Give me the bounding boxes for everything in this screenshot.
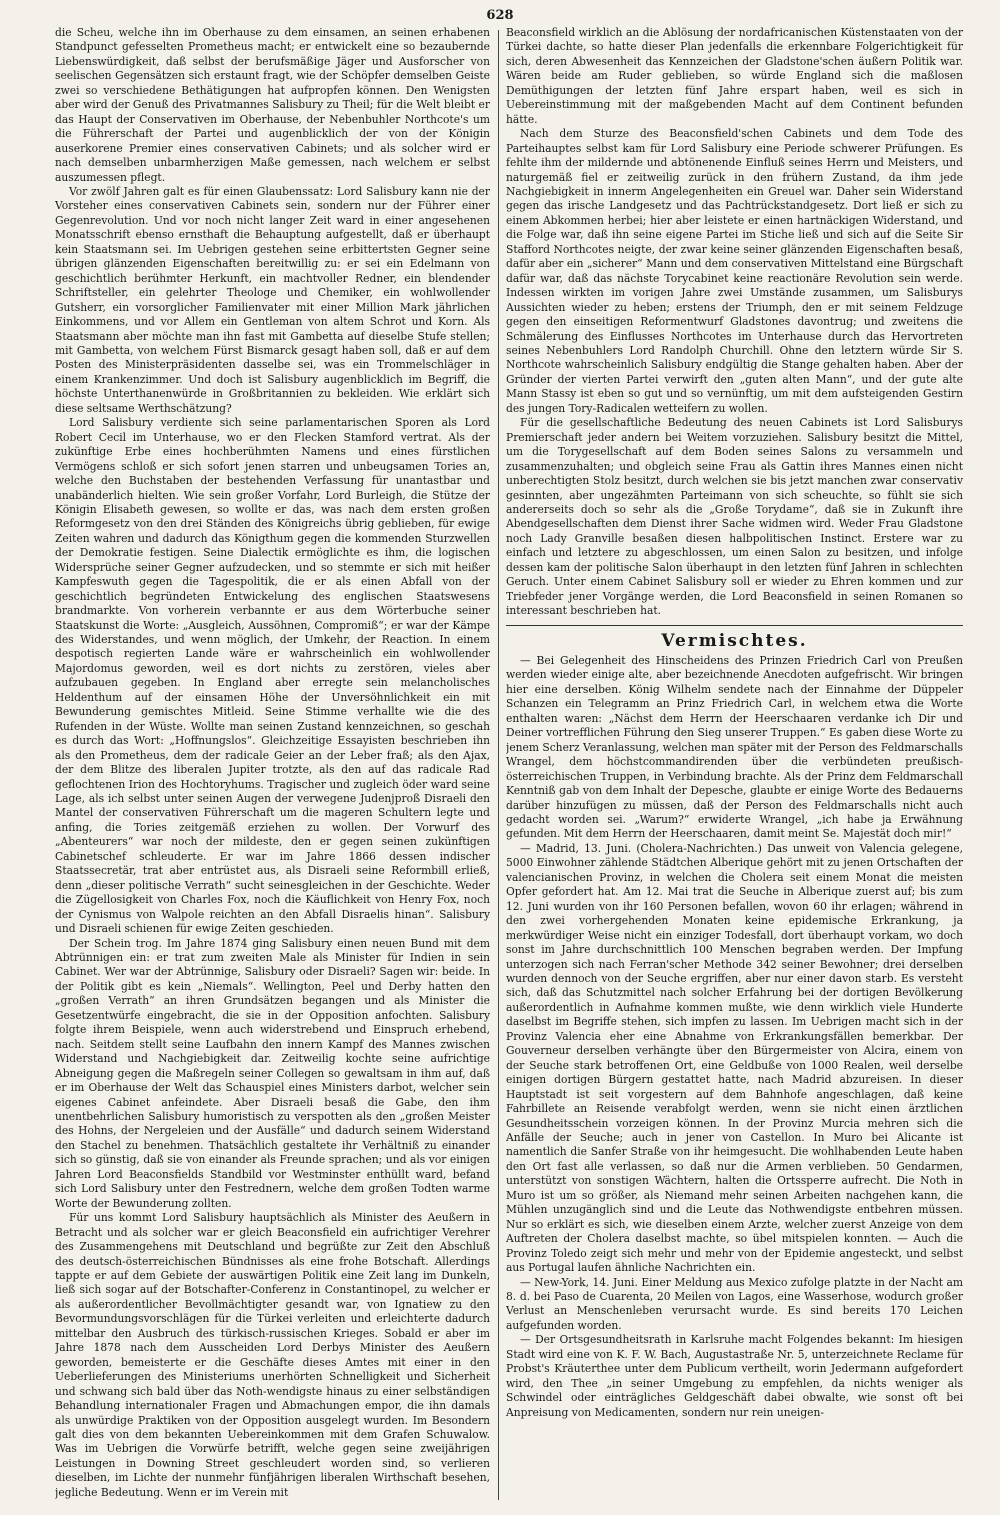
misc-paragraph-2: — Madrid, 13. Juni. (Cholera-Nachrichten.) Das unweit von Valencia gelegene, 5000 Einwohner zählende Städtchen Alberique gehört mit zu jenen Ortschaften der valencianischen Provinz, in welchen die Cholera seit einem Monat die meisten Opfer gefordert hat. Am 12. Mai trat die Seuche in Alberique zuerst auf; bis zum 12. Juni wurden von ihr 160 Personen befallen, wovon 60 ihr erlagen; während in den zwei vorhergehenden Monaten keine epidemische Erkrankung, ja merkwürdiger Weise nicht ein einziger Todesfall, dort überhaupt vorkam, wo doch sonst im Jahre durchschnittlich 100 Menschen begraben werden. Der Impfung unterzogen sich nach Ferran'scher Methode 342 seiner Bewohner; drei derselben wurden dennoch von der Seuche ergriffen, aber nur einer davon starb. Es versteht sich, daß das Schutzmittel nach solcher Erfahrung bei der dortigen Bevölkerung außerordentlich in Aufnahme kommen mußte, wie denn wirklich viele Hunderte daselbst im Begriffe stehen, sich impfen zu lassen. Im Uebrigen macht sich in der Provinz Valencia eher eine Abnahme von Erkrankungsfällen bemerkbar. Der Gouverneur derselben verhängte über den Bürgermeister von Alcira, einem von der Seuche stark betroffenen Ort, eine Geldbuße von 1000 Realen, weil derselbe einigen dortigen Bürgern gestattet hatte, nach Madrid abzureisen. In dieser Hauptstadt ist seit vorgestern auf dem Bahnhofe angeschlagen, daß keine Fahrbillete an Reisende verabfolgt werden, wenn sie nicht einen ärztlichen Gesundheitsschein vorzeigen können. In der Provinz Murcia mehren sich die Anfälle der Seuche; auch in jener von Castellon. In Muro bei Alicante ist namentlich die Sanfer Straße von ihr heimgesucht. Die wohlhabenden Leute haben den Ort fast alle verlassen, so daß nur die Armen verblieben. 50 Gendarmen, unterstützt von sonstigen Wächtern, halten die Ortssperre aufrecht. Die Noth in Muro ist um so größer, als Niemand mehr seinen Arbeiten nachgehen kann, die Mühlen unzugänglich sind und die Leute das Nothwendigste entbehren müssen. Nur so erklärt es sich, wie dieselben einem Arzte, welcher zuerst Anzeige von dem Auftreten der Cholera daselbst machte, so übel mitspielen konnten. — Auch die Provinz Toledo zeigt sich mehr und mehr von der Epidemie angesteckt, und selbst aus Portugal laufen ähnliche Nachrichten ein. xyxy=(506,841,963,1275)
misc-paragraph-4: — Der Ortsgesundheitsrath in Karlsruhe macht Folgendes bekannt: Im hiesigen Stadt wird eine von K. F. W. Bach, Augustastraße Nr. 5, unterzeichnete Reclame für Probst's Kräuterthee unter dem Publicum vertheilt, worin Jedermann aufgefordert wird, den Thee „in seiner Umgebung zu empfehlen, da nichts weniger als Schwindel oder einträgliches Geldgeschäft dabei obwalte, wie sonst oft bei Anpreisung von Medicamenten, sondern nur rein uneigen- xyxy=(506,1333,963,1419)
left-paragraph-4: Der Schein trog. Im Jahre 1874 ging Salisbury einen neuen Bund mit dem Abtrünnigen ein: er trat zum zweiten Male als Minister für Indien in sein Cabinet. Wer war der Abtrünnige, Salisbury oder Disraeli? Sagen wir: beide. In der Politik gibt es kein „Niemals“. Wellington, Peel und Derby hatten den „großen Verrath“ an ihren Grundsätzen begangen und als Minister die Gesetzentwürfe eingebracht, die sie in der Opposition anfochten. Salisbury folgte ihrem Beispiele, wenn auch widerstrebend und Einspruch erhebend, nach. Seitdem stellt seine Laufbahn den innern Kampf des Mannes zwischen Widerstand und Nachgiebigkeit dar. Zeitweilig kochte seine aufrichtige Abneigung gegen die Maßregeln seiner Collegen so gewaltsam in ihm auf, daß er im Oberhause der Welt das Schauspiel eines Ministers darbot, welcher sein eigenes Cabinet anfeindete. Aber Disraeli besaß die Gabe, den ihm unentbehrlichen Salisbury humoristisch zu verspotten als den „großen Meister des Hohns, der Nergeleien und der Ausfälle“ und dadurch seinem Widerstand den Stachel zu benehmen. Thatsächlich gestaltete ihr Verhältniß zu einander sich so günstig, daß sie von einander als Freunde sprachen; und als vor einigen Jahren Lord Beaconsfields Standbild vor Westminster enthüllt ward, befand sich Lord Salisbury unter den Festrednern, welche dem großen Todten warme Worte der Bewunderung zollten. xyxy=(55,936,490,1210)
left-paragraph-2: Vor zwölf Jahren galt es für einen Glaubenssatz: Lord Salisbury kann nie der Vorsteher eines conservativen Cabinets sein, sondern nur der Führer einer Gegenrevolution. Und vor noch nicht langer Zeit ward in einer angesehenen Monatsschrift ebenso ernsthaft die Behauptung aufgestellt, daß er überhaupt kein Staatsmann sei. Im Uebrigen gestehen seine erbittertsten Gegner seine übrigen glänzenden Eigenschaften bereitwillig zu: er sei ein Edelmann von geschichtlich berühmter Herkunft, ein machtvoller Redner, ein blendender Schriftsteller, ein gelehrter Theologe und Chemiker, ein wohlwollender Gutsherr, ein vorsorglicher Familienvater mit einer Million Mark jährlichen Einkommens, und vor Allem ein Gentleman von altem Schrot und Korn. Als Staatsmann aber möchte man ihn fast mit Gambetta auf dieselbe Stufe stellen; mit Gambetta, von welchem Fürst Bismarck gesagt haben soll, daß er auf dem Posten des Ministerpräsidenten dasselbe sei, was ein Trommelschläger in einem Krankenzimmer. Und doch ist Salisbury augenblicklich im Begriff, die höchste Unterthanenwürde in Großbritannien zu bekleiden. Wie erklärt sich diese seltsame Werthschätzung? xyxy=(55,184,490,415)
left-column xyxy=(55,26,490,1501)
right-paragraph-3: Für die gesellschaftliche Bedeutung des neuen Cabinets ist Lord Salisburys Premierschaft jeder andern bei Weitem vorzuziehen. Salisbury besitzt die Mittel, um die Torygesellschaft auf dem Boden seines Salons zu versammeln und zusammenzuhalten; und obgleich seine Frau als Gattin ihres Mannes einen nicht unberechtigten Stolz besitzt, durch welchen sie bis jetzt manchen zwar conservativ gesinnten, aber ungezähmten Parteimann von sich scheuchte, so fühlt sie sich andererseits doch so sehr als die „Große Torydame“, daß sie in Zukunft ihre Abendgesellschaften dem Dienst ihrer Sache widmen wird. Weder Frau Gladstone noch Lady Granville besaßen diesen halbpolitischen Instinct. Erstere war zu einfach und letztere zu abgeschlossen, um einen Salon zu besitzen, und infolge dessen kam der politische Salon überhaupt in den letzten fünf Jahren in schlechten Geruch. Unter einem Cabinet Salisbury soll er wieder zu Ehren kommen und zur Triebfeder jener Vorgänge werden, die Lord Beaconsfield in seinen Romanen so interessant beschrieben hat. xyxy=(506,416,963,618)
right-paragraph-2: Nach dem Sturze des Beaconsfield'schen Cabinets und dem Tode des Parteihauptes selbst kam für Lord Salisbury eine Periode schwerer Prüfungen. Es fehlte ihm der mildernde und abtönenende Einfluß seines Herrn und Meisters, und naturgemäß fiel er zeitweilig zurück in den frühern Zustand, da ihm jede Nachgiebigkeit in innerm Angelegenheiten ein Greuel war. Daher sein Widerstand gegen das irische Landgesetz und das Pachtrückstandgesetz. Dort ließ er sich zu einem Abkommen herbei; hier aber leistete er einen hartnäckigen Widerstand, und die Folge war, daß ihn seine eigene Partei im Stiche ließ und sich auf die Seite Sir Stafford Northcotes neigte, der zwar keine seiner glänzenden Eigenschaften besaß, dafür aber ein „sicherer“ Mann und dem conservativen Mittelstand eine Bürgschaft dafür war, daß das nächste Torycabinet keine reactionäre Revolution sein werde. Indessen wirkten im vorigen Jahre zwei Umstände zusammen, um Salisburys Aussichten wieder zu heben; erstens der Triumph, den er mit seinem Feldzuge gegen den einseitigen Reformentwurf Gladstones davontrug; und zweitens die Schmälerung des Einflusses Northcotes im Unterhause durch das Hervortreten seines Nebenbuhlers Lord Randolph Churchill. Ohne den letztern würde Sir S. Northcote wahrscheinlich Salisbury endgültig die Stange gehalten haben. Aber der Gründer der vierten Partei verwirft den „guten alten Mann“, und der gute alte Mann Stassy ist eben so gut und so vernünftig, um mit dem aufsteigenden Gestirn des jungen Tory-Radicalen wetteifern zu wollen. xyxy=(506,127,963,415)
column-divider xyxy=(498,30,499,1500)
right-column xyxy=(506,26,963,1501)
misc-paragraph-1: — Bei Gelegenheit des Hinscheidens des Prinzen Friedrich Carl von Preußen werden wieder einige alte, aber bezeichnende Anecdoten aufgefrischt. Wir bringen hier eine derselben. König Wilhelm sendete nach der Einnahme der Düppeler Schanzen ein Telegramm an Prinz Friedrich Carl, in welchem etwa die Worte enthalten waren: „Nächst dem Herrn der Heerschaaren verdanke ich Dir und Deiner vortrefflichen Führung den Sieg unserer Truppen.“ Es gaben diese Worte zu jenem Scherz Veranlassung, welchen man später mit der Person des Feldmarschalls Wrangel, dem höchstcommandirenden über die verbündeten preußisch-österreichischen Truppen, in Verbindung brachte. Als der Prinz dem Feldmarschall Kenntniß gab von dem Inhalt der Depesche, glaubte er einige Worte des Bedauerns darüber hinzufügen zu müssen, daß der Person des Feldmarschalls nicht auch gedacht worden sei. „Warum?“ erwiderte Wrangel, „ich habe ja Erwähnung gefunden. Mit dem Herrn der Heerschaaren, damit meint Se. Majestät doch mir!“ xyxy=(506,654,963,841)
right-paragraph-1: Beaconsfield wirklich an die Ablösung der nordafricanischen Küstenstaaten von der Türkei dachte, so hatte dieser Plan jedenfalls die erkennbare Folgerichtigkeit für sich, deren Abwesenheit das Kennzeichen der Gladstone'schen äußern Politik war. Wären beide am Ruder geblieben, so würde England sich die maßlosen Demüthigungen der letzten fünf Jahre erspart haben, weil es sich in Uebereinstimmung mit der maßgebenden Macht auf dem Continent befunden hätte. xyxy=(506,26,963,126)
left-paragraph-5: Für uns kommt Lord Salisbury hauptsächlich als Minister des Aeußern in Betracht und als solcher war er gleich Beaconsfield ein aufrichtiger Verehrer des Zusammengehens mit Deutschland und begrüßte zur Zeit den Abschluß des deutsch-österreichischen Bündnisses als eine frohe Botschaft. Allerdings tappte er auf dem Gebiete der auswärtigen Politik eine Zeit lang im Dunkeln, ließ sich sogar auf der Botschafter-Conferenz in Constantinopel, zu welcher er als außerordentlicher Bevollmächtigter gesandt war, von Ignatiew zu den Bevormundungsvorschlägen für die Türkei verleiten und erleichterte dadurch mittelbar den Ausbruch des türkisch-russischen Krieges. Sobald er aber im Jahre 1878 nach dem Ausscheiden Lord Derbys Minister des Aeußern geworden, bemeisterte er die Geschäfte dieses Amtes mit einer in den Ueberlieferungen des Ministeriums unerhörten Schnelligkeit und Sicherheit und schwang sich bald über das Noth-wendigste hinaus zu einer selbständigen Behandlung internationaler Fragen und Abmachungen empor, die ihn damals als unwürdige Praktiken von der Opposition ausgelegt wurden. Im Besondern galt dies von dem bekannten Uebereinkommen mit dem Grafen Schuwalow. Was im Uebrigen die Vorwürfe betrifft, welche gegen seine zweijährigen Leistungen in Downing Street geschleudert worden sind, so verlieren dieselben, im Lichte der nunmehr fünfjährigen liberalen Wirthschaft besehen, jegliche Bedeutung. Wenn er im Verein mit xyxy=(55,1211,490,1499)
left-paragraph-3: Lord Salisbury verdiente sich seine parlamentarischen Sporen als Lord Robert Cecil im Unterhause, wo er den Flecken Stamford vertrat. Als der zukünftige Erbe eines hochberühmten Namens und eines fürstlichen Vermögens schloß er sich sofort jenen starren und unbeugsamen Tories an, welche den Buchstaben der bestehenden Verfassung für unantastbar und unabänderlich hielten. Wie sein großer Vorfahr, Lord Burleigh, die Stütze der Königin Elisabeth gewesen, so wollte er das, was nach dem ersten großen Reformgesetz von den drei Ständen des Königreichs übrig geblieben, für ewige Zeiten wahren und dadurch das Königthum gegen die kommenden Sturzwellen der Demokratie festigen. Seine Dialectik ermöglichte es ihm, die logischen Widersprüche seiner Gegner aufzudecken, und so stemmte er sich mit heißer Kampfeswuth gegen die Tagespolitik, die er als einen Abfall von der geschichtlich begründeten Entwickelung des englischen Staatswesens brandmarkte. Von vorherein verbannte er aus dem Wörterbuche seiner Staatskunst die Worte: „Ausgleich, Aussöhnen, Compromiß“; er war der Kämpe des Widerstandes, und wenn möglich, der Umkehr, der Reaction. In einem despotisch regierten Lande wäre er wahrscheinlich ein wohlwollender Majordomus geworden, weil es dort nichts zu zerstören, vieles aber aufzubauen gegeben. In England aber erregte sein melancholisches Heldenthum auf der einsamen Höhe der Unversöhnlichkeit ein mit Bewunderung gemischtes Mitleid. Seine Stimme verhallte wie die des Rufenden in der Wüste. Wollte man seinen Zustand kennzeichnen, so geschah es durch das Wort: „Hoffnungslos“. Gleichzeitige Essayisten beschrieben ihn als den Prometheus, dem der radicale Geier an der Leber fraß; als den Ajax, der dem Blitze des liberalen Jupiter trotzte, als den auf das radicale Rad geflochtenen Irion des Hochtoryhums. Tragischer und zugleich öder ward seine Lage, als ich selbst unter seinen Augen der verwegene Judenjproß Disraeli den Mantel der conservativen Führerschaft um die mageren Schultern legte und anfing, die Tories zeitgemäß erziehen zu wollen. Der Vorwurf des „Abenteurers“ war noch der mildeste, den er gegen seinen zukünftigen Cabinetschef schleuderte. Er war im Jahre 1866 dessen indischer Staatssecretär, trat aber entrüstet aus, als Disraeli seine Reformbill erließ, denn „dieser politische Verrath“ sucht seinesgleichen in der Geschichte. Weder die Zügellosigkeit von Charles Fox, noch die Käuflichkeit von Henry Fox, noch der Cynismus von Walpole reichten an den Abfall Disraelis hinan“. Salisbury und Disraeli schienen für ewige Zeiten geschieden. xyxy=(55,416,490,936)
left-paragraph-1: die Scheu, welche ihn im Oberhause zu dem einsamen, an seinen erhabenen Standpunct gefesselten Prometheus macht; er entwickelt eine so bezaubernde Liebenswürdigkeit, daß selbst der berufsmäßige Jäger und Ausforscher von seelischen Gegensätzen sich erstaunt fragt, wie der Schöpfer demselben Geiste zwei so verschiedene Bethätigungen hat aufpropfen können. Den Wenigsten aber wird der Genuß des Privatmannes Salisbury zu Theil; für die Welt bleibt er das Haupt der Conservativen im Oberhause, der Nebenbuhler Northcote's um die Führerschaft der Partei und augenblicklich der von der Königin auserkorene Premier eines conservativen Cabinets; und als solcher wird er nach demselben unbarmherzigen Maße gemessen, nach welchem er selbst auszumessen pflegt. xyxy=(55,26,490,184)
section-title: Vermischtes. xyxy=(661,630,808,651)
section-separator xyxy=(506,625,963,626)
misc-paragraph-3: — New-York, 14. Juni. Einer Meldung aus Mexico zufolge platzte in der Nacht am 8. d. bei Paso de Cuarenta, 20 Meilen von Lagos, eine Wasserhose, wodurch großer Verlust an Menschenleben verursacht wurde. Es sind bereits 170 Leichen aufgefunden worden. xyxy=(506,1275,963,1332)
page-number: 628 xyxy=(486,8,514,23)
